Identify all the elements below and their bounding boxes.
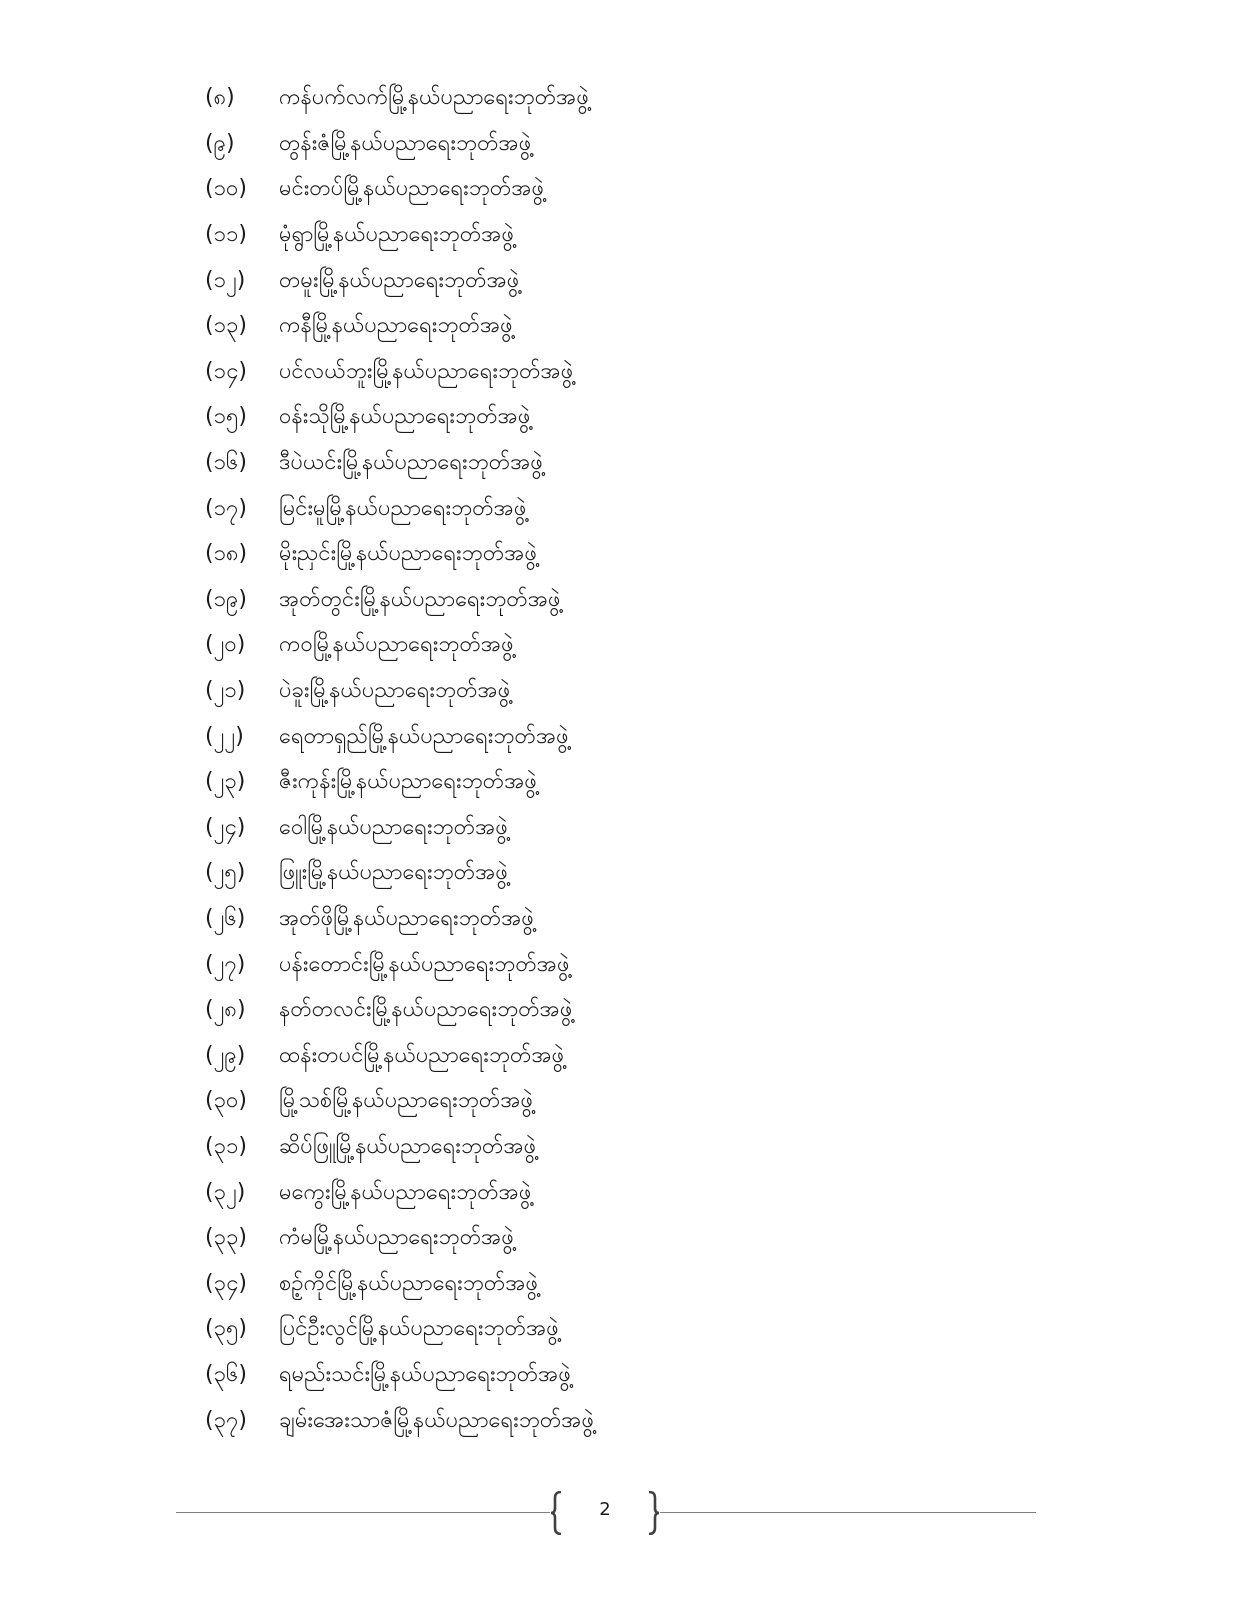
item-text: ပြင်ဦးလွင်မြို့နယ်ပညာရေးဘုတ်အဖွဲ့ bbox=[279, 1316, 559, 1342]
list-item bbox=[205, 760, 594, 806]
item-text: ပန်းတောင်းမြို့နယ်ပညာရေးဘုတ်အဖွဲ့ bbox=[279, 951, 570, 977]
list-item bbox=[205, 623, 594, 669]
item-number: (၁၆) bbox=[205, 450, 247, 476]
item-text: နတ်တလင်းမြို့နယ်ပညာရေးဘုတ်အဖွဲ့ bbox=[279, 997, 573, 1023]
list-item bbox=[205, 441, 594, 487]
item-text: ကနီမြို့နယ်ပညာရေးဘုတ်အဖွဲ့ bbox=[279, 313, 513, 339]
item-number: (၂၃) bbox=[205, 769, 246, 795]
item-number: (၃၅) bbox=[205, 1316, 247, 1342]
item-number: (၁၇) bbox=[205, 495, 247, 521]
item-text: ဖြူးမြို့နယ်ပညာရေးဘုတ်အဖွဲ့ bbox=[279, 860, 508, 886]
left-brace-icon bbox=[550, 1491, 564, 1535]
page-footer bbox=[176, 1491, 1036, 1535]
item-number: (၂၂) bbox=[205, 723, 244, 749]
list-item bbox=[205, 714, 594, 760]
item-text: မုံရွာမြို့နယ်ပညာရေးဘုတ်အဖွဲ့ bbox=[279, 222, 515, 248]
item-text: ဆိပ်ဖြူမြို့နယ်ပညာရေးဘုတ်အဖွဲ့ bbox=[279, 1133, 537, 1159]
item-text: တွန်းဇံမြို့နယ်ပညာရေးဘုတ်အဖွဲ့ bbox=[279, 130, 532, 156]
item-number: (၂၈) bbox=[205, 997, 246, 1023]
item-number: (၂၅) bbox=[205, 860, 246, 886]
item-number: (၂၄) bbox=[205, 814, 246, 840]
item-number: (၃၇) bbox=[205, 1407, 247, 1433]
item-number: (၁၄) bbox=[205, 358, 247, 384]
list-item bbox=[205, 167, 594, 213]
item-text: ချမ်းအေးသာဇံမြို့နယ်ပညာရေးဘုတ်အဖွဲ့ bbox=[279, 1407, 595, 1433]
list-item bbox=[205, 988, 594, 1034]
item-text: တမူးမြို့နယ်ပညာရေးဘုတ်အဖွဲ့ bbox=[279, 267, 520, 293]
item-text: ကဝမြို့နယ်ပညာရေးဘုတ်အဖွဲ့ bbox=[279, 632, 514, 658]
township-board-list bbox=[205, 76, 594, 1444]
item-number: (၃၃) bbox=[205, 1225, 247, 1251]
item-number: (၈) bbox=[205, 85, 235, 111]
list-item bbox=[205, 897, 594, 943]
item-number: (၃၂) bbox=[205, 1179, 246, 1205]
list-item bbox=[205, 1398, 594, 1444]
list-item bbox=[205, 851, 594, 897]
item-text: အုတ်တွင်းမြို့နယ်ပညာရေးဘုတ်အဖွဲ့ bbox=[279, 586, 561, 612]
list-item bbox=[205, 1170, 594, 1216]
item-text: ဝန်းသိုမြို့နယ်ပညာရေးဘုတ်အဖွဲ့ bbox=[279, 404, 531, 430]
page-number: 2 bbox=[599, 1499, 611, 1520]
item-text: ကံမမြို့နယ်ပညာရေးဘုတ်အဖွဲ့ bbox=[279, 1225, 514, 1251]
item-number: (၂၆) bbox=[205, 905, 246, 931]
list-item bbox=[205, 1307, 594, 1353]
list-item bbox=[205, 1125, 594, 1171]
item-number: (၁၁) bbox=[205, 222, 247, 248]
item-text: အုတ်ဖိုမြို့နယ်ပညာရေးဘုတ်အဖွဲ့ bbox=[279, 905, 534, 931]
item-number: (၃၀) bbox=[205, 1088, 247, 1114]
item-text: ထန်းတပင်မြို့နယ်ပညာရေးဘုတ်အဖွဲ့ bbox=[279, 1042, 565, 1068]
item-text: ကန်ပက်လက်မြို့နယ်ပညာရေးဘုတ်အဖွဲ့ bbox=[279, 85, 589, 111]
list-item bbox=[205, 213, 594, 259]
list-item bbox=[205, 1079, 594, 1125]
item-text: ဝေါမြို့နယ်ပညာရေးဘုတ်အဖွဲ့ bbox=[279, 814, 508, 840]
item-number: (၂၇) bbox=[205, 951, 246, 977]
list-item bbox=[205, 942, 594, 988]
list-item bbox=[205, 578, 594, 624]
item-number: (၃၆) bbox=[205, 1361, 247, 1387]
item-number: (၂၀) bbox=[205, 632, 246, 658]
list-item bbox=[205, 76, 594, 122]
item-text: မြို့သစ်မြို့နယ်ပညာရေးဘုတ်အဖွဲ့ bbox=[279, 1088, 534, 1114]
list-item bbox=[205, 1353, 594, 1399]
item-number: (၁၂) bbox=[205, 267, 246, 293]
list-item bbox=[205, 350, 594, 396]
list-item bbox=[205, 122, 594, 168]
item-number: (၂၁) bbox=[205, 678, 246, 704]
item-text: ရေတာရှည်မြို့နယ်ပညာရေးဘုတ်အဖွဲ့ bbox=[279, 723, 569, 749]
item-text: မင်းတပ်မြို့နယ်ပညာရေးဘုတ်အဖွဲ့ bbox=[279, 176, 545, 202]
item-number: (၃၄) bbox=[205, 1270, 247, 1296]
list-item bbox=[205, 669, 594, 715]
list-item bbox=[205, 486, 594, 532]
list-item bbox=[205, 304, 594, 350]
item-number: (၂၉) bbox=[205, 1042, 246, 1068]
right-brace-icon bbox=[646, 1491, 660, 1535]
item-number: (၉) bbox=[205, 130, 235, 156]
list-item bbox=[205, 806, 594, 852]
item-text: ဒီပဲယင်းမြို့နယ်ပညာရေးဘုတ်အဖွဲ့ bbox=[279, 450, 543, 476]
item-number: (၁၉) bbox=[205, 586, 247, 612]
list-item bbox=[205, 1216, 594, 1262]
item-number: (၁၈) bbox=[205, 541, 248, 567]
footer-rule-left bbox=[176, 1512, 550, 1513]
item-number: (၁၃) bbox=[205, 313, 247, 339]
item-text: ပင်လယ်ဘူးမြို့နယ်ပညာရေးဘုတ်အဖွဲ့ bbox=[279, 358, 574, 384]
item-number: (၁၅) bbox=[205, 404, 247, 430]
item-text: မကွေးမြို့နယ်ပညာရေးဘုတ်အဖွဲ့ bbox=[279, 1179, 532, 1205]
item-number: (၃၁) bbox=[205, 1133, 247, 1159]
list-item bbox=[205, 258, 594, 304]
list-item bbox=[205, 395, 594, 441]
list-item bbox=[205, 1033, 594, 1079]
item-text: မိုးညှင်းမြို့နယ်ပညာရေးဘုတ်အဖွဲ့ bbox=[279, 541, 538, 567]
item-text: ရမည်းသင်းမြို့နယ်ပညာရေးဘုတ်အဖွဲ့ bbox=[279, 1361, 571, 1387]
list-item bbox=[205, 532, 594, 578]
footer-rule-right bbox=[660, 1512, 1036, 1513]
list-item bbox=[205, 1261, 594, 1307]
item-text: ဇီးကုန်းမြို့နယ်ပညာရေးဘုတ်အဖွဲ့ bbox=[279, 769, 537, 795]
item-text: မြင်းမူမြို့နယ်ပညာရေးဘုတ်အဖွဲ့ bbox=[279, 495, 527, 521]
item-text: စဉ့်ကိုင်မြို့နယ်ပညာရေးဘုတ်အဖွဲ့ bbox=[279, 1270, 539, 1296]
item-text: ပဲခူးမြို့နယ်ပညာရေးဘုတ်အဖွဲ့ bbox=[279, 678, 511, 704]
item-number: (၁၀) bbox=[205, 176, 247, 202]
